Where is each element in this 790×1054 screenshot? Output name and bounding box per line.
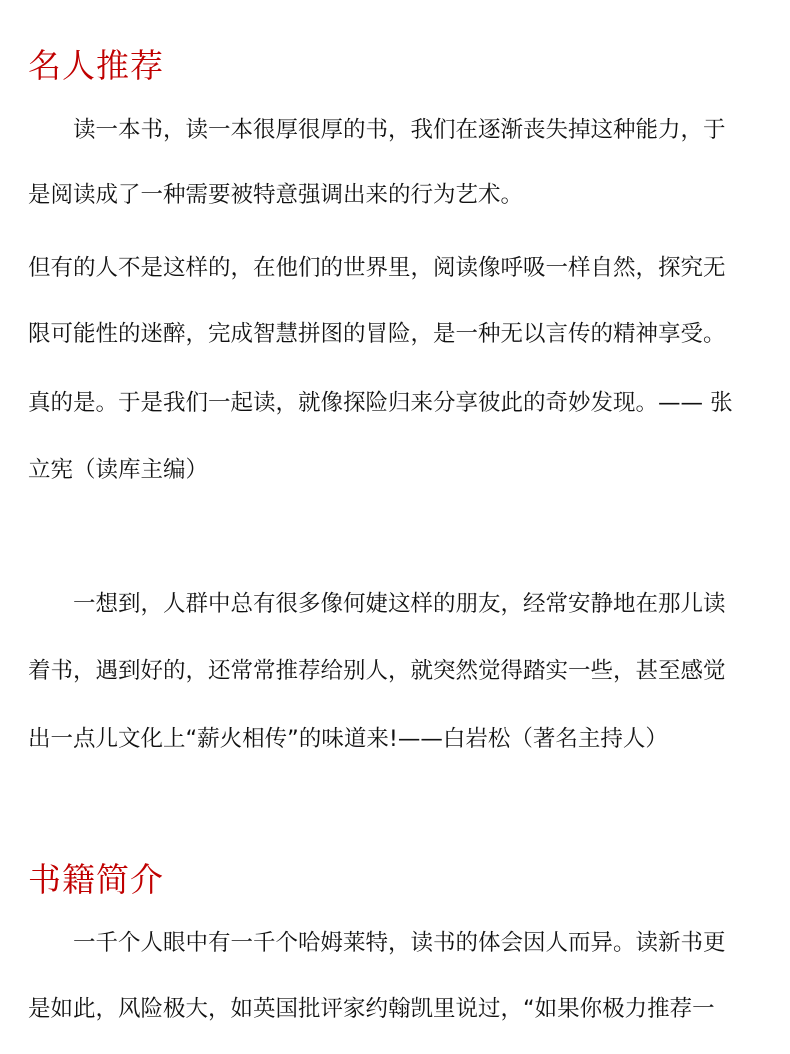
paragraph-line: 限可能性的迷醉，完成智慧拼图的冒险，是一种无以言传的精神享受。 [28, 321, 726, 347]
section-title-recommendations: 名人推荐 [28, 46, 164, 85]
paragraph-line: 立宪（读库主编） [28, 457, 209, 483]
paragraph-line: 一千个人眼中有一千个哈姆莱特，读书的体会因人而异。读新书更 [73, 930, 726, 956]
paragraph-line: 读一本书，读一本很厚很厚的书，我们在逐渐丧失掉这种能力，于 [73, 117, 726, 143]
paragraph-line: 一想到，人群中总有很多像何婕这样的朋友，经常安静地在那儿读 [73, 591, 726, 617]
paragraph-line: 是如此，风险极大，如英国批评家约翰凯里说过，“如果你极力推荐一 [28, 996, 715, 1022]
paragraph-line: 是阅读成了一种需要被特意强调出来的行为艺术。 [28, 182, 524, 208]
paragraph-line: 但有的人不是这样的，在他们的世界里，阅读像呼吸一样自然，探究无 [28, 255, 726, 281]
section-title-book-intro: 书籍简介 [28, 860, 164, 899]
paragraph-line: 出一点儿文化上“薪火相传”的味道来!——白岩松（著名主持人） [28, 726, 668, 752]
paragraph-line: 着书，遇到好的，还常常推荐给别人，就突然觉得踏实一些，甚至感觉 [28, 658, 726, 684]
paragraph-line: 真的是。于是我们一起读，就像探险归来分享彼此的奇妙发现。—— 张 [28, 390, 733, 416]
